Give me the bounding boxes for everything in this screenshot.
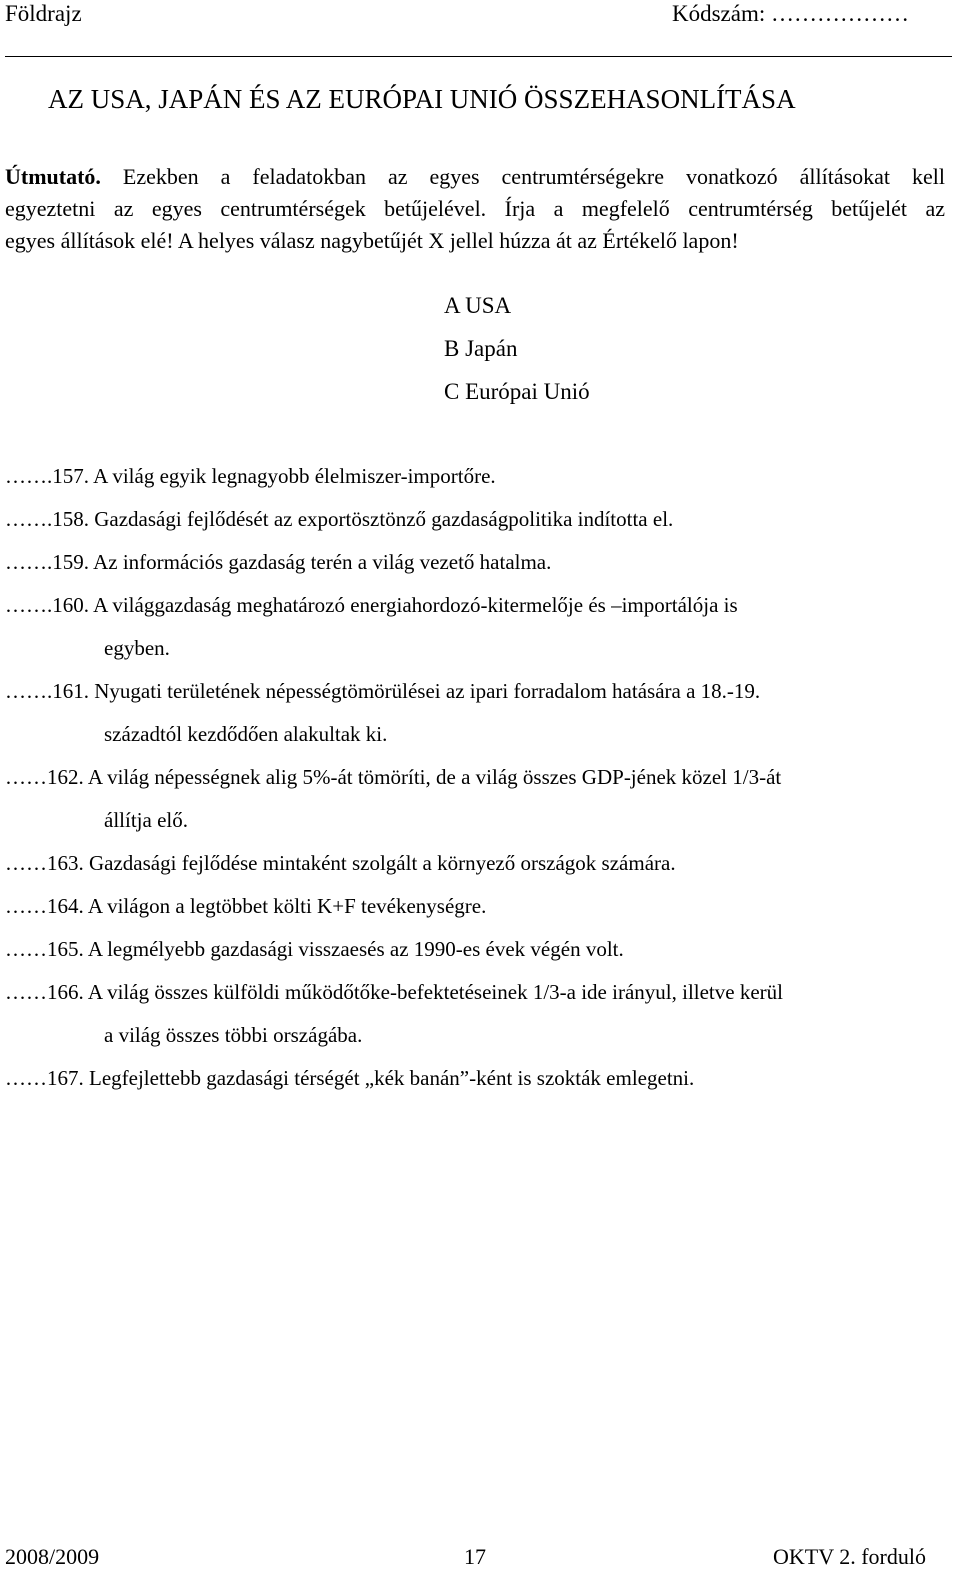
footer-year: 2008/2009 bbox=[5, 1544, 100, 1569]
statement-text: ……163. Gazdasági fejlődése mintaként szolgált a környező országok számára. bbox=[5, 851, 676, 875]
statement-text: ……165. A legmélyebb gazdasági visszaesés az 1990-es évek végén volt. bbox=[5, 937, 624, 961]
option-a: A USA bbox=[444, 293, 512, 318]
option-c: C Európai Unió bbox=[444, 379, 590, 404]
header-code-label: Kódszám: ……………… bbox=[672, 1, 910, 26]
statement-text: …….160. A világgazdaság meghatározó energiahordozó-kitermelője és –importálója is bbox=[5, 593, 738, 617]
statement-166 bbox=[5, 978, 950, 1064]
statement-160 bbox=[5, 591, 950, 677]
statement-text-continued: állítja elő. bbox=[104, 808, 188, 832]
instructions-line-1-text: Ezekben a feladatokban az egyes centrumtérségekre vonatkozó állításokat kell bbox=[100, 164, 945, 189]
statement-text: ……167. Legfejlettebb gazdasági térségét „kék banán”-ként is szokták emlegetni. bbox=[5, 1066, 695, 1090]
statement-165 bbox=[5, 935, 950, 978]
statement-text: ……164. A világon a legtöbbet költi K+F tevékenységre. bbox=[5, 894, 487, 918]
statement-text-continued: a világ összes többi országába. bbox=[104, 1023, 363, 1047]
option-b: B Japán bbox=[444, 336, 518, 361]
footer-exam-name: OKTV 2. forduló bbox=[773, 1544, 926, 1569]
statement-text-continued: századtól kezdődően alakultak ki. bbox=[104, 722, 388, 746]
statement-163 bbox=[5, 849, 950, 892]
statement-159 bbox=[5, 548, 950, 591]
answer-options bbox=[444, 292, 590, 421]
statement-158 bbox=[5, 505, 950, 548]
statement-text-continued: egyben. bbox=[104, 636, 170, 660]
statement-text: …….161. Nyugati területének népességtömörülései az ipari forradalom hatására a 18.-19. bbox=[5, 679, 761, 703]
statement-157 bbox=[5, 462, 950, 505]
statement-list bbox=[5, 462, 950, 1107]
statement-text: ……166. A világ összes külföldi működőtőke-befektetéseinek 1/3-a ide irányul, illetve kerül bbox=[5, 980, 783, 1004]
instructions bbox=[5, 161, 945, 257]
instructions-line-2: egyeztetni az egyes centrumtérségek betűjelével. Írja a megfelelő centrumtérség betűjelét az bbox=[5, 196, 945, 221]
statement-text: …….157. A világ egyik legnagyobb élelmiszer-importőre. bbox=[5, 464, 496, 488]
page-title: AZ USA, JAPÁN ÉS AZ EURÓPAI UNIÓ ÖSSZEHASONLÍTÁSA bbox=[48, 84, 796, 114]
statement-161 bbox=[5, 677, 950, 763]
instructions-line-1 bbox=[5, 161, 945, 193]
statement-text: ……162. A világ népességnek alig 5%-át tömöríti, de a világ összes GDP-jének közel 1/3-át bbox=[5, 765, 782, 789]
footer-page-number: 17 bbox=[464, 1544, 486, 1569]
statement-162 bbox=[5, 763, 950, 849]
statement-text: …….159. Az információs gazdaság terén a világ vezető hatalma. bbox=[5, 550, 552, 574]
instructions-label: Útmutató. bbox=[5, 164, 101, 189]
instructions-line-3: egyes állítások elé! A helyes válasz nagybetűjét X jellel húzza át az Értékelő lapon! bbox=[5, 228, 739, 253]
header-subject: Földrajz bbox=[5, 1, 82, 26]
statement-167 bbox=[5, 1064, 950, 1107]
header-divider bbox=[5, 56, 952, 57]
statement-164 bbox=[5, 892, 950, 935]
statement-text: …….158. Gazdasági fejlődését az exportösztönző gazdaságpolitika indította el. bbox=[5, 507, 674, 531]
